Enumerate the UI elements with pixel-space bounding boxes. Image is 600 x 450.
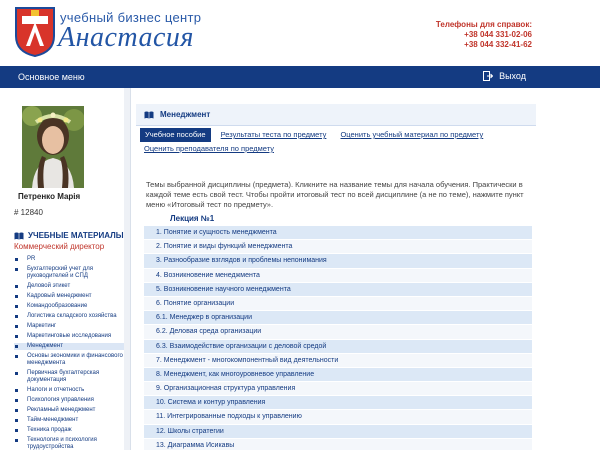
topic-item[interactable]: 1. Понятие и сущность менеджмента xyxy=(144,226,532,240)
phones-title: Телефоны для справок: xyxy=(435,20,532,29)
topic-item[interactable]: 12. Школы стратегии xyxy=(144,425,532,439)
tab-rate-material[interactable]: Оценить учебный материал по предмету xyxy=(340,130,484,139)
book-icon xyxy=(144,111,154,119)
subject-item[interactable]: Бухгалтерский учет для руководителей и СПД xyxy=(14,266,126,280)
topic-item[interactable]: 9. Организационная структура управления xyxy=(144,382,532,396)
lecture-title: Лекция №1 xyxy=(170,214,215,223)
main-menu-link[interactable]: Основное меню xyxy=(18,72,85,82)
topic-item[interactable]: 6. Понятие организации xyxy=(144,297,532,311)
subject-item[interactable]: Маркетинговые исследования xyxy=(14,333,126,340)
topic-item[interactable]: 7. Менеджмент - многокомпонентный вид деятельности xyxy=(144,354,532,368)
subjects-list xyxy=(14,256,126,450)
section-header xyxy=(136,104,536,126)
phone-number: +38 044 332-41-62 xyxy=(464,40,532,49)
career-link[interactable]: Коммерческий директор xyxy=(14,242,105,251)
top-navbar xyxy=(0,66,600,88)
materials-heading xyxy=(14,231,124,240)
main-content xyxy=(136,88,536,450)
subject-item[interactable]: Технология и психология трудоустройства xyxy=(14,437,126,450)
subject-item[interactable]: PR xyxy=(14,256,126,263)
topic-item[interactable]: 6.3. Взаимодействие организации с деловой средой xyxy=(144,340,532,354)
column-divider xyxy=(124,88,131,450)
subject-item[interactable]: Тайм-менеджмент xyxy=(14,417,126,424)
topic-item[interactable]: 3. Разнообразие взглядов и проблемы непонимания xyxy=(144,254,532,268)
brand-title[interactable]: Анастасия xyxy=(58,22,194,53)
user-name: Петренко Марія xyxy=(18,192,81,201)
site-header xyxy=(0,0,600,66)
topic-item[interactable]: 8. Менеджмент, как многоуровневое управление xyxy=(144,368,532,382)
contact-phones xyxy=(436,20,532,50)
phone-number: +38 044 331-02-06 xyxy=(464,30,532,39)
subject-item[interactable]: Рекламный менеджмент xyxy=(14,407,126,414)
section-title: Менеджмент xyxy=(160,110,211,119)
exit-icon xyxy=(483,71,493,81)
subject-item[interactable]: Маркетинг xyxy=(14,323,126,330)
topic-item[interactable]: 11. Интегрированные подходы к управлению xyxy=(144,410,532,424)
tab-rate-teacher[interactable]: Оценить преподавателя по предмету xyxy=(144,144,274,153)
topic-item[interactable]: 6.1. Менеджер в организации xyxy=(144,311,532,325)
materials-title: УЧЕБНЫЕ МАТЕРИАЛЫ xyxy=(28,231,124,240)
topic-item[interactable]: 5. Возникновение научного менеджмента xyxy=(144,283,532,297)
tab-textbook[interactable]: Учебное пособие xyxy=(140,128,211,142)
topic-item[interactable]: 13. Диаграмма Исикавы xyxy=(144,439,532,450)
subject-item[interactable]: Кадровый менеджмент xyxy=(14,293,126,300)
intro-text: Темы выбранной дисциплины (предмета). Кликните на название темы для начала обучения. Практически в каждой теме есть свой тест. Чтобы пройти итоговый тест по всей дисциплине (а не по теме), нажмите пункт меню «Итоговый тест по предмету». xyxy=(146,180,524,209)
subject-item[interactable]: Логистика складского хозяйства xyxy=(14,313,126,320)
topic-item[interactable]: 2. Понятие и виды функций менеджмента xyxy=(144,240,532,254)
subject-item[interactable]: Психология управления xyxy=(14,397,126,404)
tab-test-results[interactable]: Результаты теста по предмету xyxy=(220,130,327,139)
subject-item[interactable]: Первичная бухгалтерская документация xyxy=(14,370,126,384)
brand-subtitle: учебный бизнес центр xyxy=(60,10,202,25)
user-id: # 12840 xyxy=(14,208,43,217)
book-icon xyxy=(14,232,24,240)
subject-item[interactable]: Налоги и отчетность xyxy=(14,387,126,394)
left-sidebar xyxy=(0,88,124,450)
subject-tabs xyxy=(140,128,532,156)
user-avatar xyxy=(22,106,84,188)
subject-item[interactable]: Основы экономики и финансового менеджмента xyxy=(14,353,126,367)
exit-button[interactable] xyxy=(483,71,526,81)
logo-shield-icon[interactable] xyxy=(14,6,56,58)
subject-item[interactable]: Командообразование xyxy=(14,303,126,310)
topic-item[interactable]: 4. Возникновение менеджмента xyxy=(144,269,532,283)
exit-label: Выход xyxy=(499,71,526,81)
topics-list xyxy=(144,226,532,450)
subject-item[interactable]: Деловой этикет xyxy=(14,283,126,290)
subject-item[interactable]: Техника продаж xyxy=(14,427,126,434)
topic-item[interactable]: 10. Система и контур управления xyxy=(144,396,532,410)
topic-item[interactable]: 6.2. Деловая среда организации xyxy=(144,325,532,339)
subject-item-active[interactable]: Менеджмент xyxy=(14,343,126,350)
